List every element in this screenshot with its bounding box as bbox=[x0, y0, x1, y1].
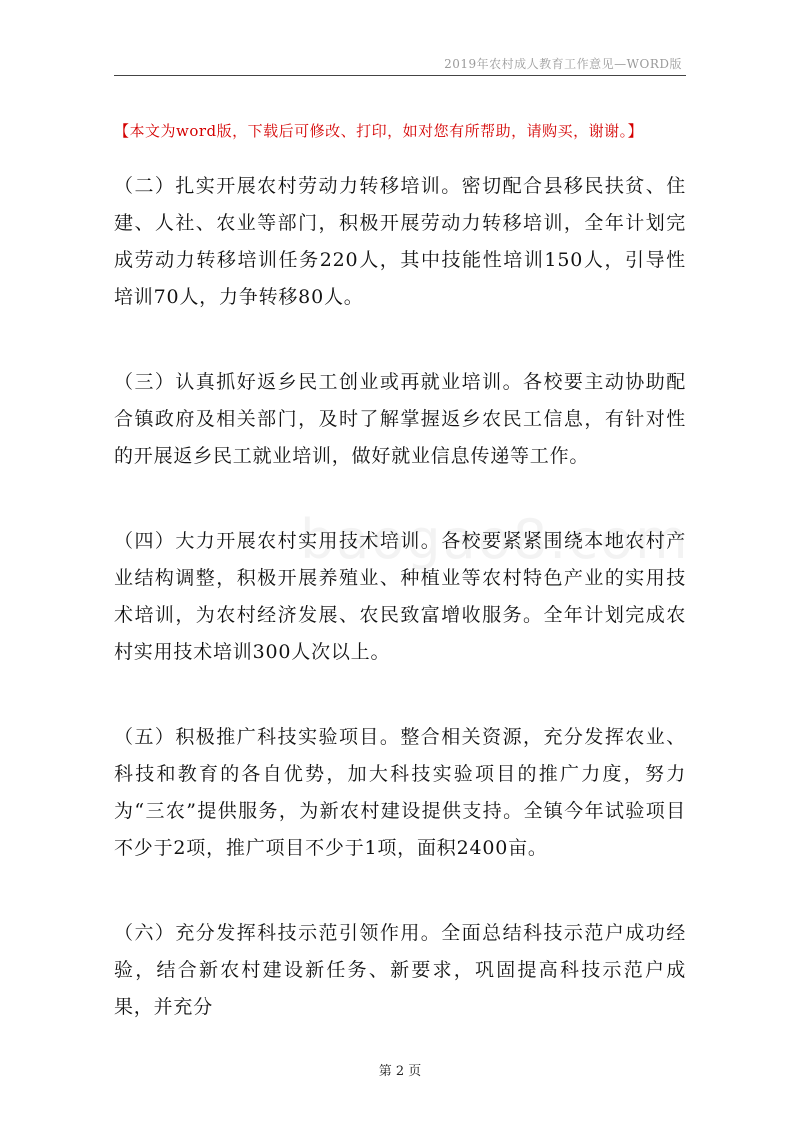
paragraph-4: （四）大力开展农村实用技术培训。各校要紧紧围绕本地农村产业结构调整，积极开展养殖业、种植业等农村特色产业的实用技术培训，为农村经济发展、农民致富增收服务。全年计划完成农村实用技术培训300人次以上。 bbox=[114, 530, 686, 663]
page-number: 第 2 页 bbox=[378, 1064, 422, 1079]
paragraph-2: （二）扎实开展农村劳动力转移培训。密切配合县移民扶贫、住建、人社、农业等部门，积极开展劳动力转移培训，全年计划完成劳动力转移培训任务220人，其中技能性培训150人，引导性培训70人，力争转移80人。 bbox=[114, 175, 686, 308]
paragraph-5: （五）积极推广科技实验项目。整合相关资源，充分发挥农业、科技和教育的各自优势，加大科技实验项目的推广力度，努力为“三农”提供服务，为新农村建设提供支持。全镇今年试验项目不少于2项，推广项目不少于1项，面积2400亩。 bbox=[114, 726, 686, 859]
document-header-title: 2019年农村成人教育工作意见—WORD版 bbox=[444, 57, 682, 71]
paragraph-6: （六）充分发挥科技示范引领作用。全面总结科技示范户成功经验，结合新农村建设新任务、新要求，巩固提高科技示范户成果，并充分 bbox=[114, 922, 686, 1018]
document-body bbox=[114, 168, 686, 1074]
header-divider bbox=[114, 75, 686, 76]
purchase-notice: 【本文为word版，下载后可修改、打印，如对您有所帮助，请购买，谢谢。】 bbox=[114, 122, 644, 140]
paragraph-3: （三）认真抓好返乡民工创业或再就业培训。各校要主动协助配合镇政府及相关部门，及时了解掌握返乡农民工信息，有针对性的开展返乡民工就业培训，做好就业信息传递等工作。 bbox=[114, 371, 686, 467]
